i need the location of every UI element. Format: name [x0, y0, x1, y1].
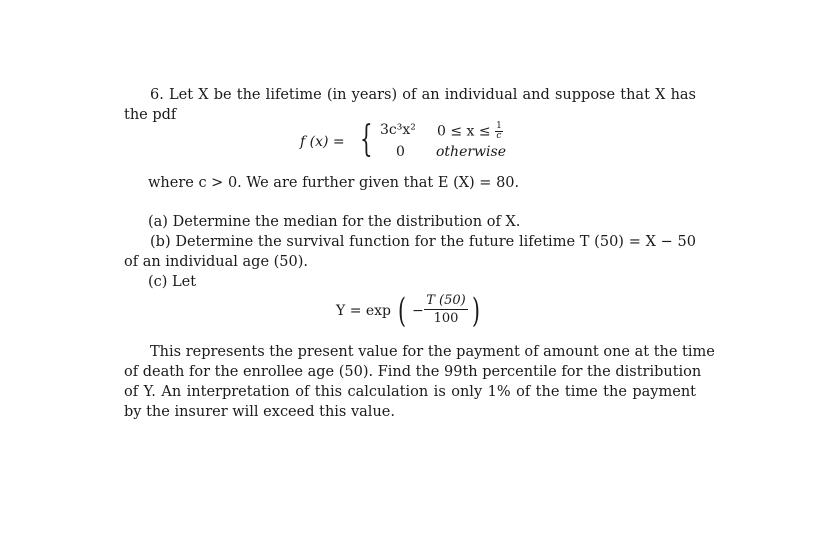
problem-line-3: where c > 0. We are further given that E (X) = 80.	[148, 175, 520, 191]
paragraph-line-1: This represents the present value for the payment of amount one at the time	[150, 344, 715, 360]
left-brace: {	[360, 119, 373, 160]
part-b-line-2: of an individual age (50).	[124, 254, 309, 270]
pdf-case-2-condition: otherwise	[436, 144, 506, 160]
y-fraction	[424, 292, 468, 327]
paragraph-line-2: of death for the enrollee age (50). Find the 99th percentile for the distribution	[124, 364, 702, 380]
y-fraction-numerator: T (50)	[424, 292, 468, 310]
pdf-case-1-expr: 3c³x²	[380, 122, 416, 138]
y-fraction-denominator: 100	[433, 311, 459, 326]
pdf-case-2-expr: 0	[396, 144, 405, 160]
problem-line-1: 6. Let X be the lifetime (in years) of an individual and suppose that X has	[150, 87, 696, 103]
pdf-case-1-fraction	[495, 122, 503, 141]
pdf-case-1-condition	[437, 122, 503, 141]
paragraph-line-3: of Y. An interpretation of this calculation is only 1% of the time the payment	[124, 384, 696, 400]
pdf-case-1-condition-prefix: 0 ≤ x ≤	[437, 123, 491, 140]
paragraph-line-4: by the insurer will exceed this value.	[124, 404, 395, 420]
part-a: (a) Determine the median for the distribution of X.	[148, 214, 521, 230]
y-lhs: Y = exp	[336, 303, 392, 319]
right-paren: )	[472, 291, 480, 331]
part-b-line-1: (b) Determine the survival function for the future lifetime T (50) = X − 50	[150, 234, 696, 250]
part-c: (c) Let	[148, 274, 197, 290]
minus-sign: −	[412, 303, 424, 319]
left-paren: (	[398, 291, 406, 331]
problem-line-2: the pdf	[124, 107, 177, 123]
fraction-numerator: 1	[496, 121, 502, 131]
pdf-lhs: f (x) =	[300, 134, 345, 150]
fraction-denominator: c	[496, 131, 502, 141]
